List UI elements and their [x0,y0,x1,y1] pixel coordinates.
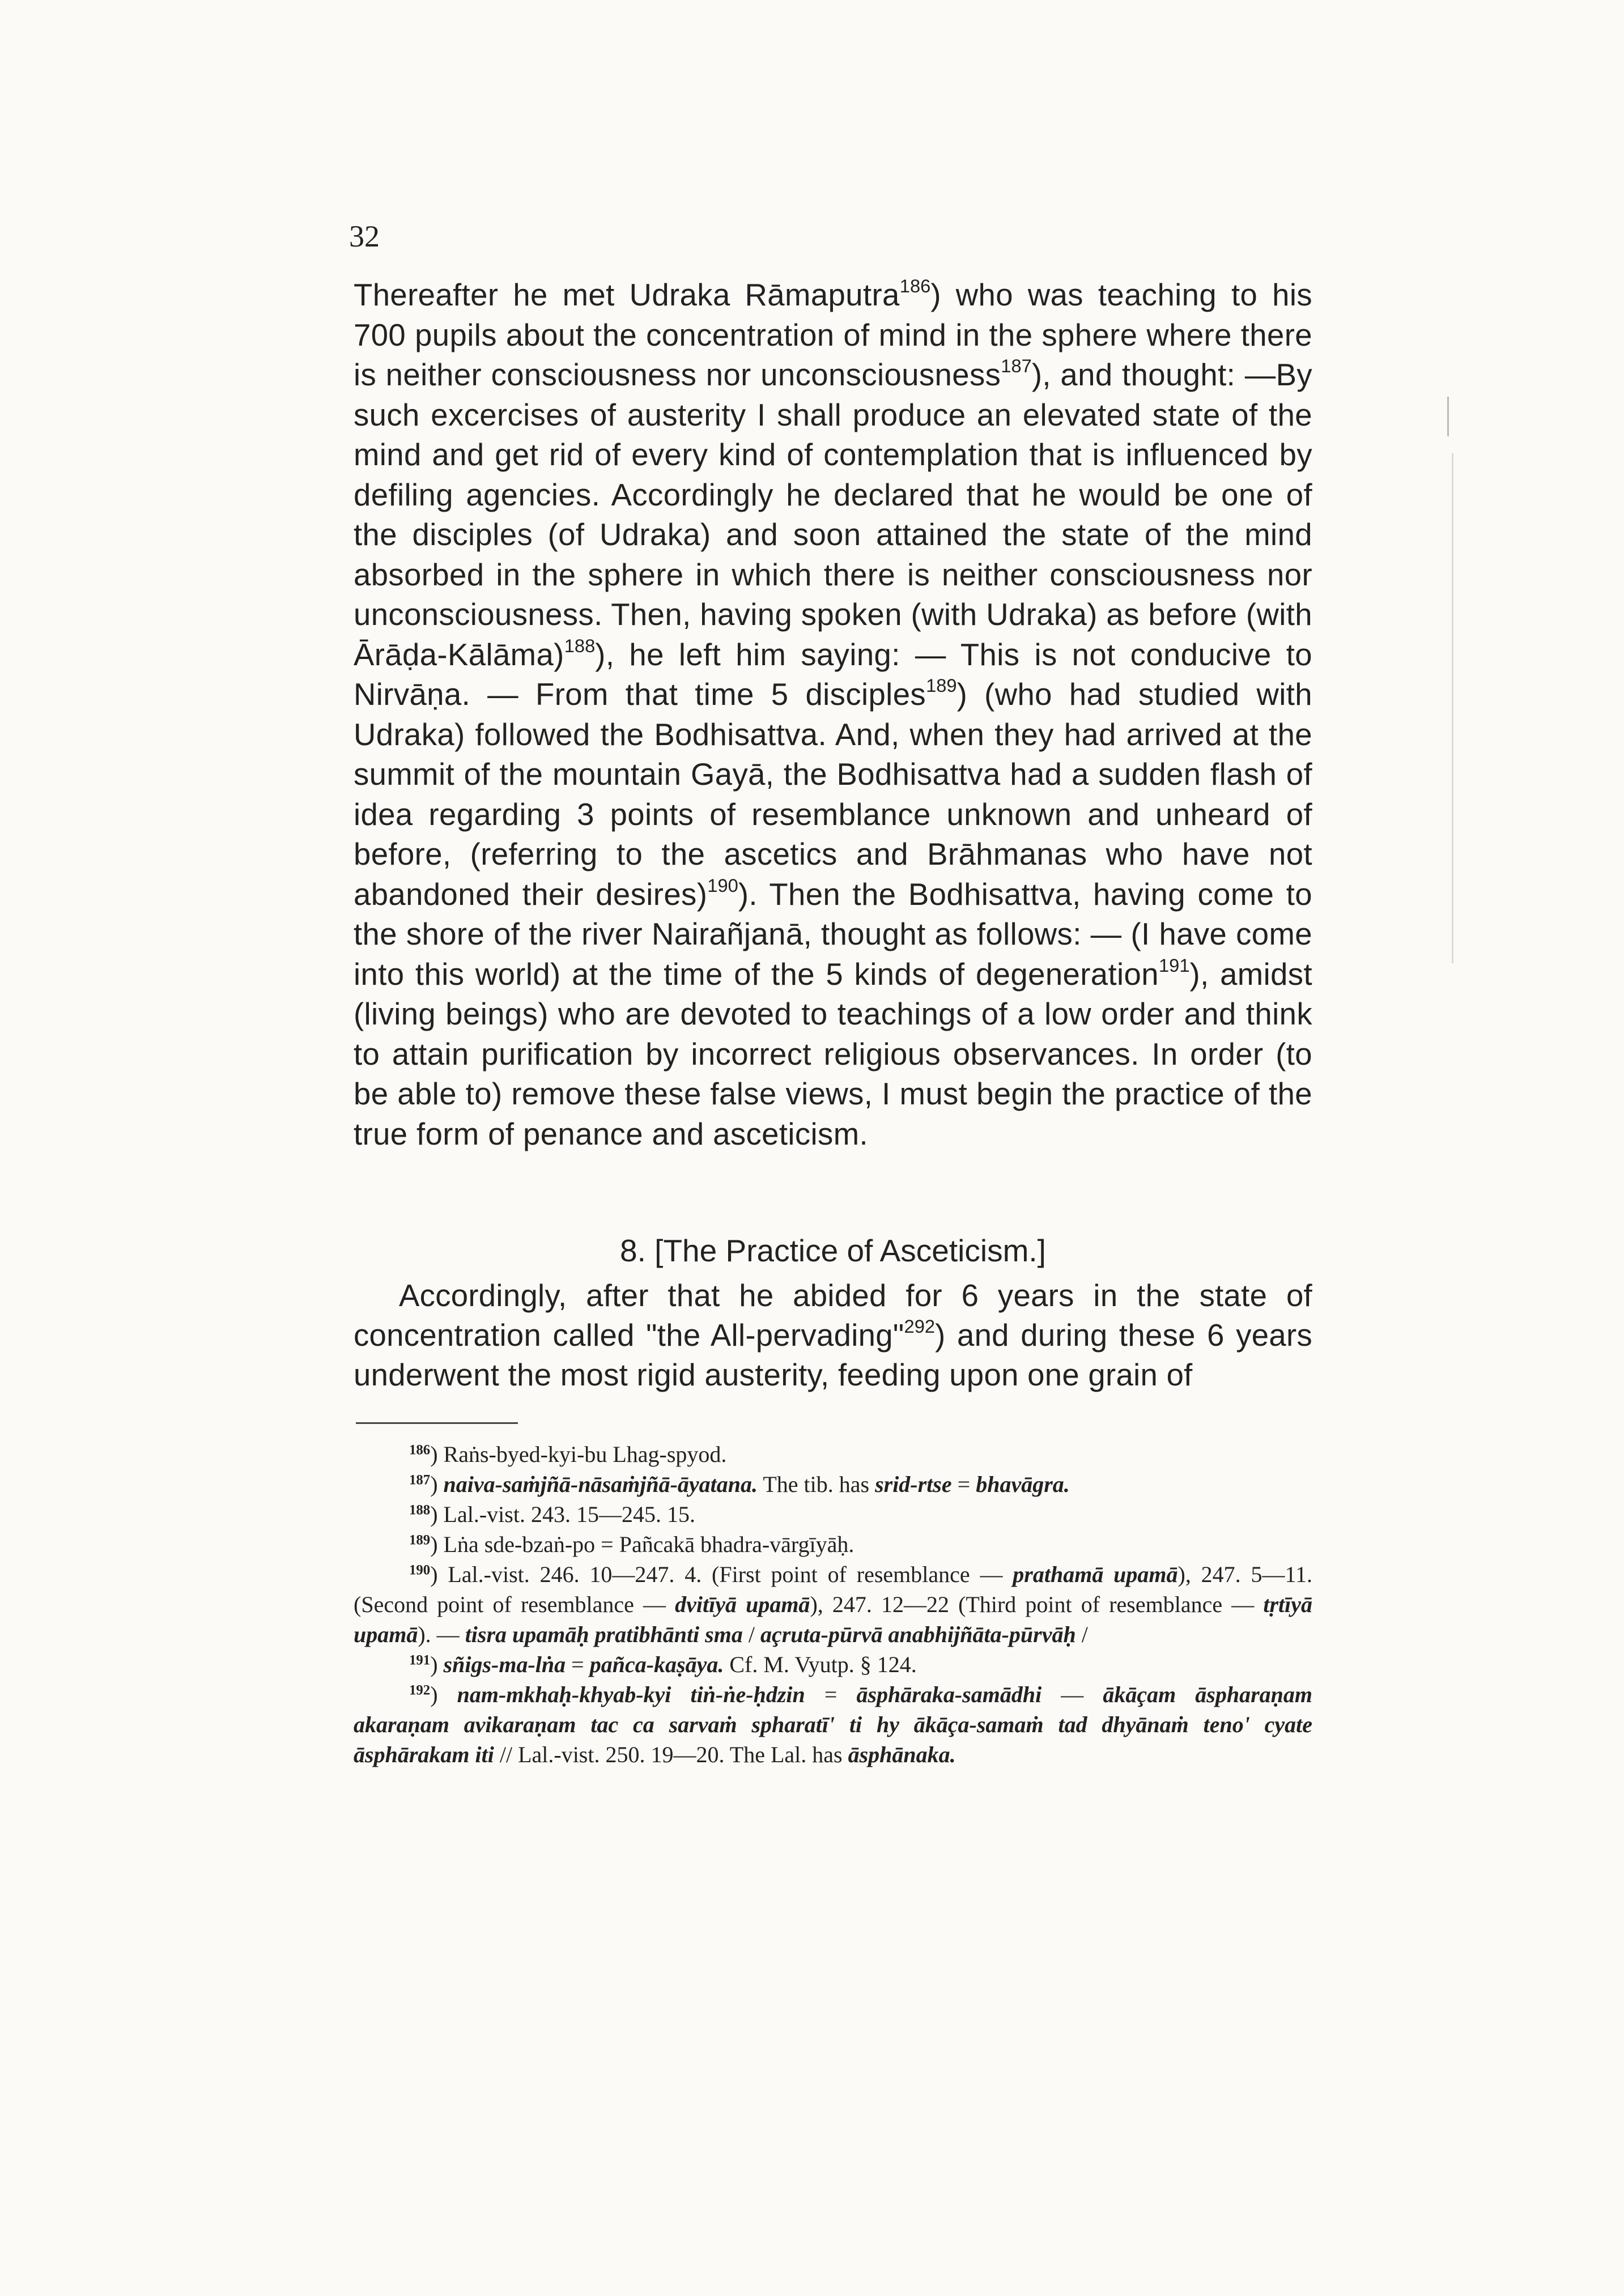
footnote-italic: dvitīyā upamā [675,1592,810,1617]
footnote-text: Cf. M. Vyutp. § 124. [724,1652,917,1677]
footnote-ref: 188 [564,635,596,656]
footnote-188 [354,1499,1312,1529]
footnote-italic: tisra upamāḥ pratibhānti sma [465,1622,743,1647]
footnote-text: The tib. has [758,1472,875,1497]
footnote-191 [354,1649,1312,1680]
page-number: 32 [349,219,380,253]
footnote-text: ) Lal.-vist. 243. 15—245. 15. [430,1502,695,1527]
footnote-text: ) Lṅa sde-bzaṅ-po = Pañcakā bhadra-vārgīyāḥ. [430,1532,854,1557]
footnote-italic: sñigs-ma-lṅa [443,1652,566,1677]
footnote-text: ). — [418,1622,465,1647]
footnote-text: = [805,1682,857,1707]
paragraph-text: ). Then the Bodhisattva, having come to the shore of the river Nairañjanā, thought as follows: — (I have come into this world) at the time of the 5 kinds of degeneration [354,877,1312,992]
footnote-number: 191 [409,1652,431,1668]
footnote-186 [354,1439,1312,1469]
footnotes [354,1439,1312,1770]
footnote-number: 192 [409,1682,431,1698]
scan-edge-mark [1452,453,1453,963]
footnote-italic: āsphānaka. [848,1742,956,1767]
footnote-189 [354,1529,1312,1559]
footnote-text: ) [430,1652,444,1677]
second-paragraph [354,1276,1312,1395]
paragraph-text: Thereafter he met Udraka Rāmaputra [354,278,900,312]
paragraph-text: ), and thought: —By such excercises of austerity I shall produce an elevated state of the mind and get rid of every kind of contemplation that is influenced by defiling agencies. Accordingly he declared that he would be one of the disciples (of Udraka) and soon attained the state of the mind absorbed in the sphere in which there is neither consciousness nor unconsciousness. Then, having spoken (with Udraka) as before (with Ārāḍa-Kālāma) [354,358,1312,672]
footnote-number: 188 [409,1502,431,1518]
footnote-italic: açruta-pūrvā anabhijñāta-pūrvāḥ [760,1622,1076,1647]
paragraph-text: Accordingly, after that he abided for 6 years in the state of concentration called "the All-pervading" [354,1278,1312,1353]
footnote-text: — [1041,1682,1103,1707]
paragraph-text: ) (who had studied with Udraka) followed the Bodhisattva. And, when they had arrived at the summit of the mountain Gayā, the Bodhisattva had a sudden flash of idea regarding 3 points of resemblance unknown and unheard of before, (referring to the ascetics and Brāhmanas who have not abandoned their desires) [354,677,1313,912]
footnote-italic: āsphāraka-samādhi [856,1682,1042,1707]
footnote-ref: 187 [1001,355,1032,377]
footnote-190 [354,1559,1312,1649]
footnote-ref: 189 [926,675,957,696]
footnote-ref: 292 [904,1316,936,1337]
paragraph-text: ) who was teaching to his 700 pupils about the concentration of mind in the sphere where there is neither consciousness nor unconsciousness [354,278,1312,392]
footnote-number: 186 [409,1442,431,1458]
footnote-text: / [1075,1622,1088,1647]
footnote-text: / [742,1622,760,1647]
footnote-italic: pañca-kaṣāya. [589,1652,724,1677]
footnote-text: = [566,1652,590,1677]
footnote-text: ) [430,1472,444,1497]
footnote-text: ) Lal.-vist. 246. 10—247. 4. (First point of resemblance — [430,1562,1013,1587]
footnote-italic: srid-rtse [875,1472,952,1497]
footnote-192 [354,1680,1312,1770]
footnote-ref: 191 [1158,954,1190,976]
scan-edge-mark [1447,397,1449,436]
footnote-number: 189 [409,1532,431,1548]
footnote-number: 190 [409,1562,431,1578]
paragraph-text: ) and during these 6 years underwent the most rigid austerity, feeding upon one grain of [354,1318,1312,1392]
footnote-italic: naiva-saṁjñā-nāsaṁjñā-āyatana. [443,1472,758,1497]
paragraph-text: ), amidst (living beings) who are devoted to teachings of a low order and think to attain purification by incorrect religious observances. In order (to be able to) remove these false views, I must begin the practice of the true form of penance and asceticism. [354,956,1312,1151]
footnote-italic: ākāçam āspharaṇam akaraṇam avikaraṇam tac ca sarvaṁ spharatī' ti hy ākāça-samaṁ tad dhyānaṁ teno' cyate āsphārakam iti [354,1682,1313,1767]
section-heading: 8. [The Practice of Asceticism.] [620,1233,1046,1268]
footnote-text: = [951,1472,976,1497]
footnote-text: ), 247. 12—22 (Third point of resemblance — [810,1592,1264,1617]
footnote-text: ), 247. 5—11. (Second point of resemblance — [354,1562,1312,1617]
footnote-text: // Lal.-vist. 250. 19—20. The Lal. has [494,1742,848,1767]
footnote-text: ) [430,1682,457,1707]
footnote-text: ) Raṅs-byed-kyi-bu Lhag-spyod. [430,1442,727,1467]
footnote-number: 187 [409,1472,431,1488]
footnote-italic: nam-mkhaḥ-khyab-kyi tiṅ-ṅe-ḥdzin [457,1682,805,1707]
footnote-ref: 190 [707,874,738,896]
footnote-italic: prathamā upamā [1013,1562,1178,1587]
footnote-187 [354,1469,1312,1499]
footnote-italic: bhavāgra. [976,1472,1070,1497]
footnote-ref: 186 [899,275,931,297]
footnote-divider [356,1422,518,1424]
paragraph-text: ), he left him saying: — This is not conducive to Nirvāṇa. — From that time 5 disciples [354,637,1312,712]
footnote-italic: tṛtīyā upamā [354,1592,1312,1647]
main-paragraph [354,275,1312,1154]
